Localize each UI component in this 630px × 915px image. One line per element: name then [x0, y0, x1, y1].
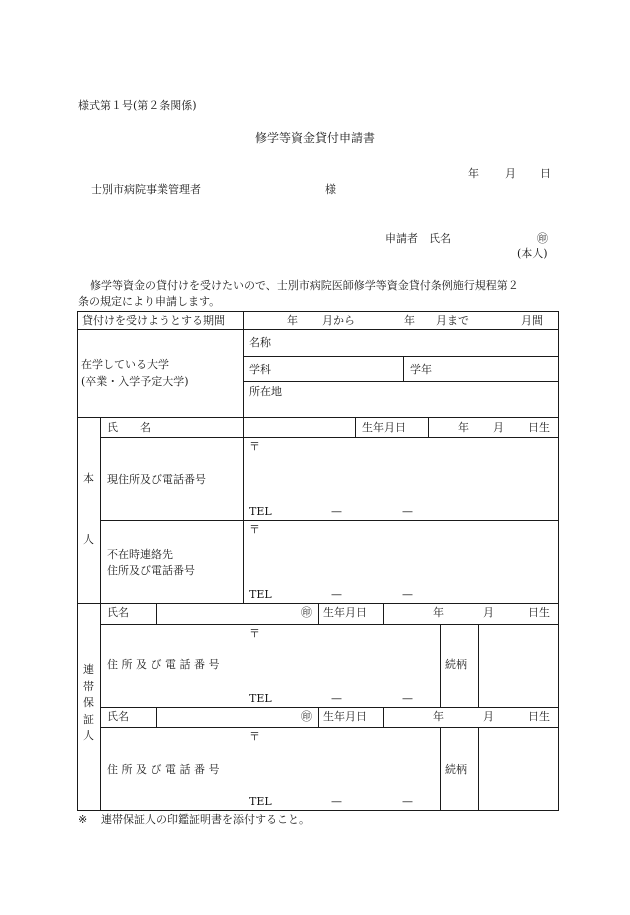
guarantor1-tel-dash-1: —: [331, 692, 342, 705]
guarantor1-address-label: 住 所 及 び 電 話 番 号: [107, 658, 220, 671]
person-birth-label: 生年月日: [362, 421, 406, 434]
person-postal-mark: 〒: [249, 440, 260, 453]
absent-tel-dash-2: —: [402, 588, 413, 601]
person-tel-label: TEL: [249, 505, 272, 518]
person-birth-year: 年: [458, 421, 469, 434]
absent-tel-label: TEL: [249, 588, 272, 601]
guarantor2-tel-dash-2: —: [402, 795, 413, 808]
person-name-label: 氏 名: [107, 421, 151, 434]
period-month-to: 月まで: [436, 314, 469, 327]
university-location-label: 所在地: [249, 385, 282, 398]
period-label: 貸付けを受けようとする期間: [82, 314, 225, 327]
university-grade-label: 学年: [410, 363, 432, 376]
applicant-self-note: (本人): [517, 247, 548, 260]
guarantor2-address-label: 住 所 及 び 電 話 番 号: [107, 763, 220, 776]
guarantor2-name-label: 氏名: [107, 710, 129, 723]
addressee-honorific: 様: [325, 183, 336, 196]
university-label: 在学している大学: [81, 358, 169, 371]
guarantor2-tel-label: TEL: [249, 795, 272, 808]
date-year-label: 年: [468, 167, 479, 180]
guarantor1-birth-month: 月: [483, 606, 494, 619]
form-number: 様式第１号(第２条関係): [78, 99, 197, 112]
guarantor1-birth-label: 生年月日: [323, 606, 367, 619]
guarantor1-name-label: 氏名: [107, 606, 129, 619]
guarantor2-relation-label: 続柄: [445, 763, 467, 776]
absent-postal-mark: 〒: [249, 523, 260, 536]
period-year-from: 年: [287, 314, 298, 327]
person-side-label-2: 人: [83, 533, 94, 546]
person-birth-month: 月: [493, 421, 504, 434]
absent-contact-label: 不在時連絡先: [107, 548, 173, 561]
guarantor1-tel-label: TEL: [249, 692, 272, 705]
guarantor1-relation-label: 続柄: [445, 658, 467, 671]
footnote-text: 連帯保証人の印鑑証明書を添付すること。: [101, 813, 310, 826]
person-side-label-1: 本: [83, 472, 94, 485]
period-month-from: 月から: [322, 314, 355, 327]
period-year-to: 年: [404, 314, 415, 327]
guarantor2-postal-mark: 〒: [249, 730, 260, 743]
body-text-line1: 修学等資金の貸付けを受けたいので、士別市病院医師修学等資金貸付条例施行規程第２: [90, 279, 519, 292]
university-sublabel: (卒業・入学予定大学): [81, 375, 189, 388]
guarantor1-seal-mark: ㊞: [301, 606, 312, 619]
period-months: 月間: [521, 314, 543, 327]
body-text-line2: 条の規定により申請します。: [78, 295, 221, 308]
guarantor1-birth-day: 日生: [528, 606, 550, 619]
footnote-mark: ※: [78, 813, 88, 826]
absent-tel-dash-1: —: [331, 588, 342, 601]
addressee: 士別市病院事業管理者: [91, 183, 201, 196]
university-name-label: 名称: [249, 336, 271, 349]
guarantor2-birth-month: 月: [483, 710, 494, 723]
guarantor2-birth-year: 年: [433, 710, 444, 723]
person-birth-day: 日生: [528, 421, 550, 434]
form-title: 修学等資金貸付申請書: [255, 131, 376, 145]
absent-address-label: 住所及び電話番号: [107, 564, 195, 577]
guarantor2-birth-day: 日生: [528, 710, 550, 723]
guarantor1-birth-year: 年: [433, 606, 444, 619]
date-month-label: 月: [505, 167, 516, 180]
guarantor2-seal-mark: ㊞: [301, 710, 312, 723]
guarantor1-postal-mark: 〒: [249, 627, 260, 640]
person-address-label: 現住所及び電話番号: [107, 473, 206, 486]
applicant-name-label: 申請者 氏名: [385, 232, 451, 245]
person-tel-dash-2: —: [402, 505, 413, 518]
person-tel-dash-1: —: [331, 505, 342, 518]
university-department-label: 学科: [249, 363, 271, 376]
guarantor2-tel-dash-1: —: [331, 795, 342, 808]
guarantor1-tel-dash-2: —: [402, 692, 413, 705]
date-day-label: 日: [540, 167, 551, 180]
guarantor2-birth-label: 生年月日: [323, 710, 367, 723]
applicant-seal-mark: ㊞: [537, 232, 548, 245]
guarantor-side-label: 連 帯 保 証 人: [83, 663, 94, 742]
